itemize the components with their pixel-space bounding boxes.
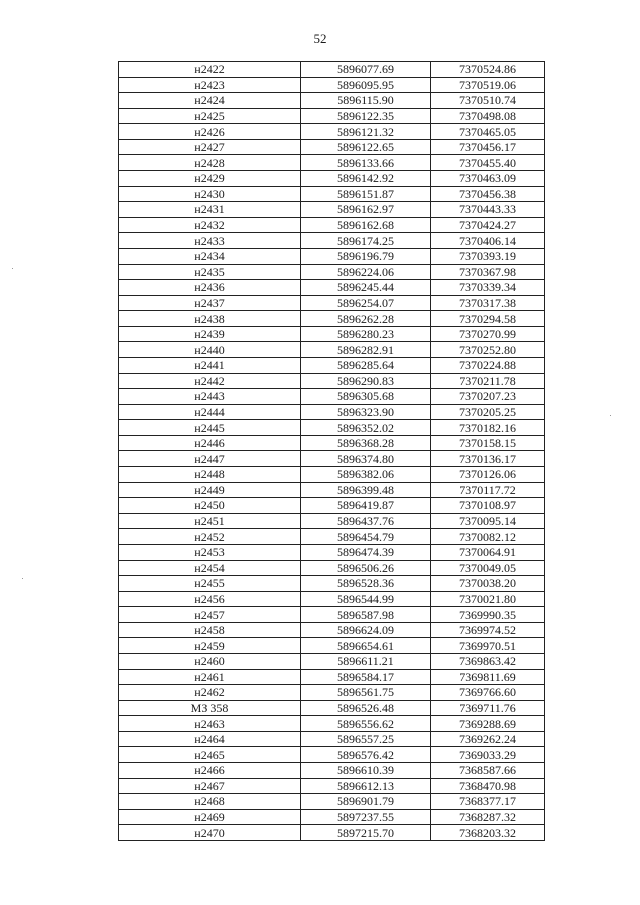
- point-name-cell: н2450: [119, 498, 301, 514]
- table-row: [119, 248, 545, 264]
- y-coordinate-cell: 7370465.05: [431, 124, 545, 140]
- point-name-cell: н2459: [119, 638, 301, 654]
- point-name-cell: н2427: [119, 139, 301, 155]
- table-row: [119, 607, 545, 623]
- table-row: [119, 420, 545, 436]
- table-row: [119, 778, 545, 794]
- y-coordinate-cell: 7370510.74: [431, 93, 545, 109]
- point-name-cell: н2457: [119, 607, 301, 623]
- table-row: [119, 544, 545, 560]
- table-row: [119, 373, 545, 389]
- point-name-cell: н2453: [119, 544, 301, 560]
- point-name-cell: н2434: [119, 248, 301, 264]
- y-coordinate-cell: 7369811.69: [431, 669, 545, 685]
- y-coordinate-cell: 7370455.40: [431, 155, 545, 171]
- point-name-cell: н2440: [119, 342, 301, 358]
- table-row: [119, 622, 545, 638]
- table-row: [119, 155, 545, 171]
- table-row: [119, 763, 545, 779]
- y-coordinate-cell: 7370182.16: [431, 420, 545, 436]
- x-coordinate-cell: 5896121.32: [301, 124, 431, 140]
- table-row: [119, 825, 545, 841]
- y-coordinate-cell: 7370126.06: [431, 467, 545, 483]
- table-row: [119, 108, 545, 124]
- y-coordinate-cell: 7368203.32: [431, 825, 545, 841]
- x-coordinate-cell: 5896526.48: [301, 700, 431, 716]
- table-row: [119, 124, 545, 140]
- y-coordinate-cell: 7369766.60: [431, 685, 545, 701]
- point-name-cell: н2444: [119, 404, 301, 420]
- y-coordinate-cell: 7369863.42: [431, 653, 545, 669]
- x-coordinate-cell: 5896290.83: [301, 373, 431, 389]
- x-coordinate-cell: 5896419.87: [301, 498, 431, 514]
- point-name-cell: н2469: [119, 809, 301, 825]
- x-coordinate-cell: 5896506.26: [301, 560, 431, 576]
- y-coordinate-cell: 7368587.66: [431, 763, 545, 779]
- table-row: [119, 482, 545, 498]
- y-coordinate-cell: 7370393.19: [431, 248, 545, 264]
- x-coordinate-cell: 5896224.06: [301, 264, 431, 280]
- table-row: [119, 498, 545, 514]
- y-coordinate-cell: 7370406.14: [431, 233, 545, 249]
- table-row: [119, 513, 545, 529]
- point-name-cell: н2458: [119, 622, 301, 638]
- point-name-cell: н2423: [119, 77, 301, 93]
- y-coordinate-cell: 7370095.14: [431, 513, 545, 529]
- y-coordinate-cell: 7370424.27: [431, 217, 545, 233]
- x-coordinate-cell: 5896399.48: [301, 482, 431, 498]
- x-coordinate-cell: 5896352.02: [301, 420, 431, 436]
- point-name-cell: н2455: [119, 576, 301, 592]
- y-coordinate-cell: 7370294.58: [431, 311, 545, 327]
- point-name-cell: н2470: [119, 825, 301, 841]
- table-row: [119, 560, 545, 576]
- x-coordinate-cell: 5896122.65: [301, 139, 431, 155]
- x-coordinate-cell: 5896576.42: [301, 747, 431, 763]
- x-coordinate-cell: 5896323.90: [301, 404, 431, 420]
- point-name-cell: н2424: [119, 93, 301, 109]
- table-row: [119, 264, 545, 280]
- x-coordinate-cell: 5896901.79: [301, 794, 431, 810]
- y-coordinate-cell: 7370211.78: [431, 373, 545, 389]
- y-coordinate-cell: 7370443.33: [431, 202, 545, 218]
- point-name-cell: н2429: [119, 171, 301, 187]
- x-coordinate-cell: 5896245.44: [301, 280, 431, 296]
- x-coordinate-cell: 5896162.68: [301, 217, 431, 233]
- x-coordinate-cell: 5896254.07: [301, 295, 431, 311]
- table-row: [119, 77, 545, 93]
- table-row: [119, 794, 545, 810]
- x-coordinate-cell: 5897237.55: [301, 809, 431, 825]
- point-name-cell: н2426: [119, 124, 301, 140]
- x-coordinate-cell: 5896162.97: [301, 202, 431, 218]
- table-row: [119, 451, 545, 467]
- table-row: [119, 747, 545, 763]
- x-coordinate-cell: 5896528.36: [301, 576, 431, 592]
- table-row: [119, 326, 545, 342]
- x-coordinate-cell: 5896557.25: [301, 731, 431, 747]
- table-row: [119, 404, 545, 420]
- scan-speck: [22, 578, 23, 579]
- y-coordinate-cell: 7370136.17: [431, 451, 545, 467]
- y-coordinate-cell: 7370064.91: [431, 544, 545, 560]
- y-coordinate-cell: 7369990.35: [431, 607, 545, 623]
- y-coordinate-cell: 7369262.24: [431, 731, 545, 747]
- point-name-cell: н2441: [119, 357, 301, 373]
- y-coordinate-cell: 7370463.09: [431, 171, 545, 187]
- point-name-cell: н2464: [119, 731, 301, 747]
- table-row: [119, 139, 545, 155]
- table-row: [119, 591, 545, 607]
- point-name-cell: н2422: [119, 62, 301, 78]
- point-name-cell: н2461: [119, 669, 301, 685]
- x-coordinate-cell: 5896587.98: [301, 607, 431, 623]
- point-name-cell: н2462: [119, 685, 301, 701]
- point-name-cell: н2468: [119, 794, 301, 810]
- y-coordinate-cell: 7370158.15: [431, 435, 545, 451]
- table-row: [119, 217, 545, 233]
- page-number: 52: [313, 31, 327, 46]
- y-coordinate-cell: 7369974.52: [431, 622, 545, 638]
- y-coordinate-cell: 7370082.12: [431, 529, 545, 545]
- y-coordinate-cell: 7370252.80: [431, 342, 545, 358]
- y-coordinate-cell: 7370038.20: [431, 576, 545, 592]
- table-row: [119, 467, 545, 483]
- table-row: [119, 576, 545, 592]
- x-coordinate-cell: 5896611.21: [301, 653, 431, 669]
- table-row: [119, 280, 545, 296]
- table-row: [119, 638, 545, 654]
- point-name-cell: н2425: [119, 108, 301, 124]
- table-row: [119, 62, 545, 78]
- coordinates-table-body: [119, 62, 545, 841]
- y-coordinate-cell: 7370270.99: [431, 326, 545, 342]
- table-row: [119, 653, 545, 669]
- x-coordinate-cell: 5896142.92: [301, 171, 431, 187]
- point-name-cell: н2430: [119, 186, 301, 202]
- y-coordinate-cell: 7370049.05: [431, 560, 545, 576]
- point-name-cell: н2445: [119, 420, 301, 436]
- table-row: [119, 202, 545, 218]
- point-name-cell: н2446: [119, 435, 301, 451]
- y-coordinate-cell: 7368377.17: [431, 794, 545, 810]
- x-coordinate-cell: 5896285.64: [301, 357, 431, 373]
- x-coordinate-cell: 5896544.99: [301, 591, 431, 607]
- y-coordinate-cell: 7370367.98: [431, 264, 545, 280]
- y-coordinate-cell: 7369711.76: [431, 700, 545, 716]
- y-coordinate-cell: 7368470.98: [431, 778, 545, 794]
- y-coordinate-cell: 7370021.80: [431, 591, 545, 607]
- x-coordinate-cell: 5896151.87: [301, 186, 431, 202]
- table-row: [119, 669, 545, 685]
- y-coordinate-cell: 7370456.17: [431, 139, 545, 155]
- x-coordinate-cell: 5896437.76: [301, 513, 431, 529]
- point-name-cell: н2435: [119, 264, 301, 280]
- scan-speck: [12, 268, 13, 269]
- table-row: [119, 435, 545, 451]
- table-row: [119, 93, 545, 109]
- y-coordinate-cell: 7370317.38: [431, 295, 545, 311]
- point-name-cell: н2460: [119, 653, 301, 669]
- point-name-cell: МЗ 358: [119, 700, 301, 716]
- table-row: [119, 357, 545, 373]
- x-coordinate-cell: 5896374.80: [301, 451, 431, 467]
- table-row: [119, 295, 545, 311]
- x-coordinate-cell: 5896556.62: [301, 716, 431, 732]
- x-coordinate-cell: 5896382.06: [301, 467, 431, 483]
- point-name-cell: н2448: [119, 467, 301, 483]
- table-row: [119, 311, 545, 327]
- point-name-cell: н2449: [119, 482, 301, 498]
- x-coordinate-cell: 5896612.13: [301, 778, 431, 794]
- y-coordinate-cell: 7370207.23: [431, 389, 545, 405]
- point-name-cell: н2463: [119, 716, 301, 732]
- table-row: [119, 233, 545, 249]
- x-coordinate-cell: 5896077.69: [301, 62, 431, 78]
- y-coordinate-cell: 7370456.38: [431, 186, 545, 202]
- x-coordinate-cell: 5896368.28: [301, 435, 431, 451]
- table-row: [119, 731, 545, 747]
- x-coordinate-cell: 5896561.75: [301, 685, 431, 701]
- table-row: [119, 186, 545, 202]
- x-coordinate-cell: 5896133.66: [301, 155, 431, 171]
- x-coordinate-cell: 5896305.68: [301, 389, 431, 405]
- x-coordinate-cell: 5896280.23: [301, 326, 431, 342]
- y-coordinate-cell: 7370498.08: [431, 108, 545, 124]
- y-coordinate-cell: 7369288.69: [431, 716, 545, 732]
- y-coordinate-cell: 7369970.51: [431, 638, 545, 654]
- x-coordinate-cell: 5896122.35: [301, 108, 431, 124]
- point-name-cell: н2466: [119, 763, 301, 779]
- table-row: [119, 685, 545, 701]
- x-coordinate-cell: 5896474.39: [301, 544, 431, 560]
- point-name-cell: н2465: [119, 747, 301, 763]
- y-coordinate-cell: 7370224.88: [431, 357, 545, 373]
- x-coordinate-cell: 5896624.09: [301, 622, 431, 638]
- scan-speck: [610, 415, 611, 416]
- table-row: [119, 716, 545, 732]
- table-row: [119, 171, 545, 187]
- x-coordinate-cell: 5896454.79: [301, 529, 431, 545]
- y-coordinate-cell: 7370519.06: [431, 77, 545, 93]
- point-name-cell: н2428: [119, 155, 301, 171]
- x-coordinate-cell: 5896196.79: [301, 248, 431, 264]
- x-coordinate-cell: 5896095.95: [301, 77, 431, 93]
- point-name-cell: н2439: [119, 326, 301, 342]
- point-name-cell: н2436: [119, 280, 301, 296]
- point-name-cell: н2433: [119, 233, 301, 249]
- y-coordinate-cell: 7370108.97: [431, 498, 545, 514]
- table-row: [119, 529, 545, 545]
- point-name-cell: н2432: [119, 217, 301, 233]
- point-name-cell: н2456: [119, 591, 301, 607]
- x-coordinate-cell: 5896282.91: [301, 342, 431, 358]
- coordinates-table: [118, 61, 545, 841]
- table-row: [119, 342, 545, 358]
- point-name-cell: н2451: [119, 513, 301, 529]
- point-name-cell: н2447: [119, 451, 301, 467]
- y-coordinate-cell: 7370524.86: [431, 62, 545, 78]
- point-name-cell: н2442: [119, 373, 301, 389]
- x-coordinate-cell: 5896654.61: [301, 638, 431, 654]
- y-coordinate-cell: 7370205.25: [431, 404, 545, 420]
- point-name-cell: н2467: [119, 778, 301, 794]
- x-coordinate-cell: 5897215.70: [301, 825, 431, 841]
- x-coordinate-cell: 5896610.39: [301, 763, 431, 779]
- x-coordinate-cell: 5896262.28: [301, 311, 431, 327]
- point-name-cell: н2431: [119, 202, 301, 218]
- table-row: [119, 809, 545, 825]
- point-name-cell: н2438: [119, 311, 301, 327]
- y-coordinate-cell: 7368287.32: [431, 809, 545, 825]
- x-coordinate-cell: 5896174.25: [301, 233, 431, 249]
- table-row: [119, 389, 545, 405]
- x-coordinate-cell: 5896115.90: [301, 93, 431, 109]
- y-coordinate-cell: 7370117.72: [431, 482, 545, 498]
- x-coordinate-cell: 5896584.17: [301, 669, 431, 685]
- y-coordinate-cell: 7369033.29: [431, 747, 545, 763]
- point-name-cell: н2437: [119, 295, 301, 311]
- y-coordinate-cell: 7370339.34: [431, 280, 545, 296]
- point-name-cell: н2443: [119, 389, 301, 405]
- point-name-cell: н2454: [119, 560, 301, 576]
- table-row: [119, 700, 545, 716]
- point-name-cell: н2452: [119, 529, 301, 545]
